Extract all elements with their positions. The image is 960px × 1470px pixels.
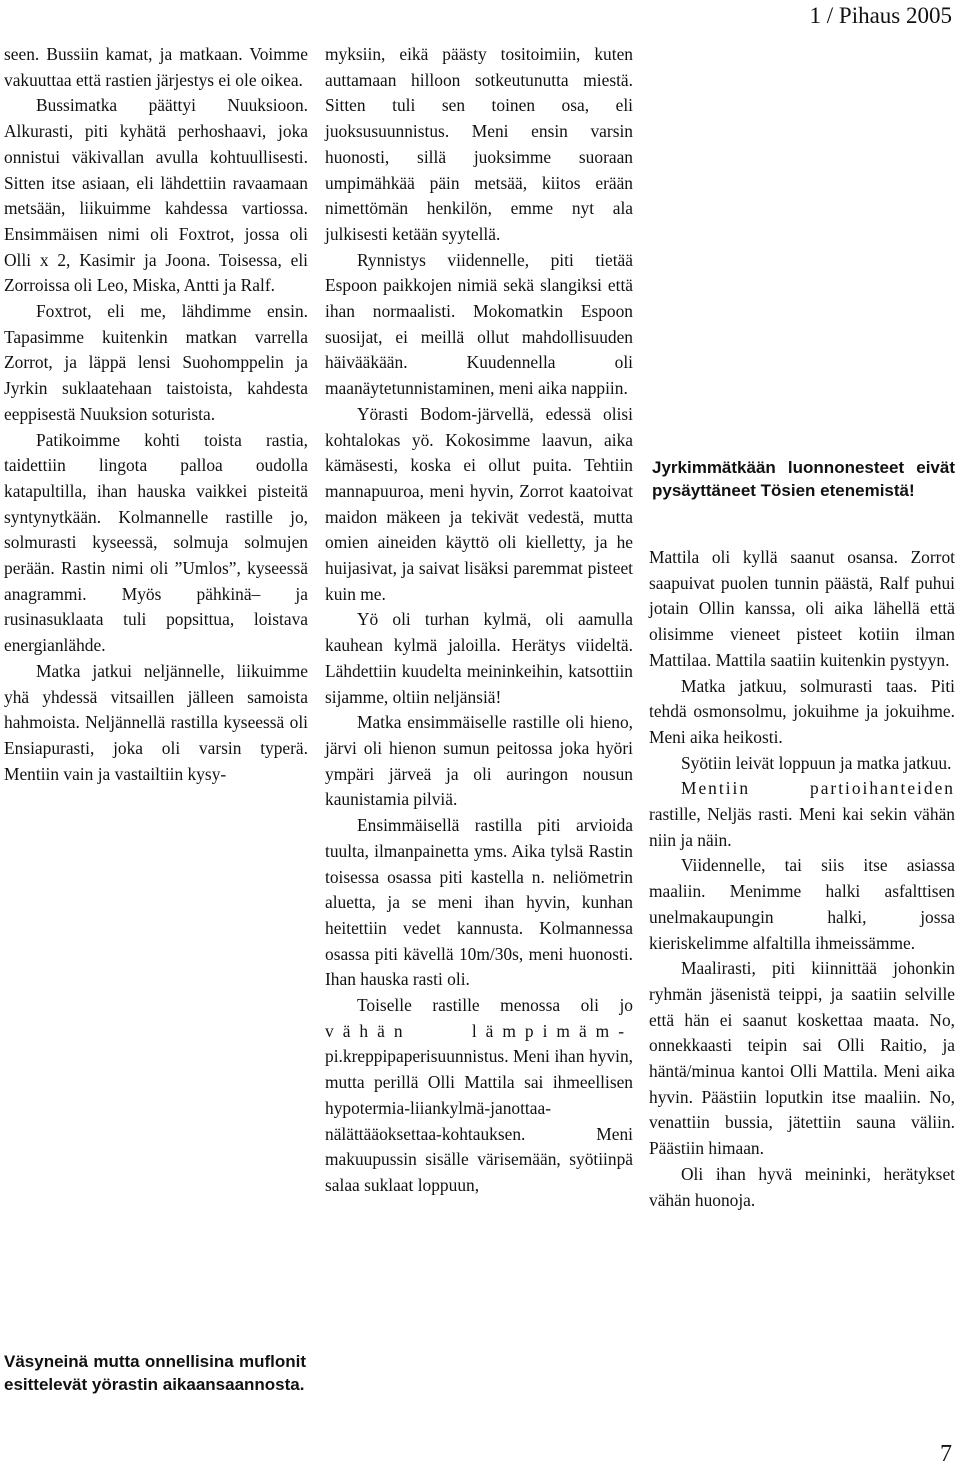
paragraph: Mattila oli kyllä saanut osansa. Zorrot saapuivat puolen tunnin päästä, Ralf puhui jotain Ollin kanssa, oli aika lähellä että olisimme vieneet pisteet kotiin ilman Mattilaa. Mattila saatiin kuitenkin pystyyn. (649, 547, 955, 670)
column-3 (649, 545, 955, 1213)
paragraph: Bussimatka päättyi Nuuksioon. Alkurasti, piti kyhätä perhoshaavi, joka onnistui väkivallan avulla kohtuullisesti. Sitten itse asiaan, eli lähdettiin ravaamaan metsään, liikuimme kahdessa vartiossa. Ensimmäisen nimi oli Foxtrot, jossa oli Olli x 2, Kasimir ja Joona. Toisessa, eli Zorroissa oli Leo, Miska, Antti ja Ralf. (4, 95, 308, 296)
paragraph: Oli ihan hyvä meininki, herätykset vähän huonoja. (649, 1163, 955, 1210)
photo-caption: Väsyneinä mutta onnellisina muflonit esittelevät yörastin aikaansaannosta. (4, 1352, 306, 1394)
paragraph: Matka jatkui neljännelle, liikuimme yhä yhdessä vitsaillen jälleen samoista hahmoista. Neljännellä rastilla kyseessä oli Ensiapurasti, joka oli varsin typerä. Mentiin vain ja vastailtiin kysy- (4, 660, 308, 784)
paragraph: Ensimmäisellä rastilla piti arvioida tuulta, ilmanpainetta yms. Aika tylsä Rastin toisessa osassa piti kastella n. neliömetrin aluetta, ja se meni ihan hyvin, kunhan heitettiin vedet kannusta. Kolmannessa osassa piti kävellä 10m/30s, meni huonosti. Ihan hauska rasti oli. (325, 815, 633, 990)
paragraph: myksiin, eikä päästy tositoimiin, kuten auttamaan hilloon sotkeutunutta miestä. Sitten tuli sen toinen osa, eli juoksusuunnistus. Meni ensin varsin huonosti, sillä juoksimme suoraan umpimähkää päin metsää, kiitos erään nimettömän henkilön, emme nyt ala julkisesti ketään syytellä. (325, 44, 633, 244)
paragraph: Yörasti Bodom-järvellä, edessä olisi kohtalokas yö. Kokosimme laavun, aika kämäsesti, koska ei ollut puita. Tehtiin mannapuuroa, meni hyvin, Zorrot kaatoivat maidon mäkeen ja tekivät vedestä, mutta omien aineiden käyttö oli kielletty, ja he huijasivat, ja saivat lisäksi paremmat pisteet kuin me. (325, 403, 633, 604)
paragraph-rest: rastille, Neljäs rasti. Meni kai sekin vähän niin ja näin. (649, 804, 955, 850)
paragraph (649, 776, 955, 853)
paragraph: Matka jatkuu, solmurasti taas. Piti tehdä osmonsolmu, jokuihme ja jokuihme. Meni aika heikosti. (649, 675, 955, 747)
paragraph: seen. Bussiin kamat, ja matkaan. Voimme vakuuttaa että rastien järjestys ei ole oikea. (4, 44, 308, 90)
paragraph: Rynnistys viidennelle, piti tietää Espoon paikkojen nimiä sekä slangiksi että ihan normaalisti. Mokomatkin Espoon suosijat, ei meillä ollut mahdollisuuden häivääkään. Kuudennella oli maanäytetunnistaminen, meni aika nappiin. (325, 249, 633, 399)
paragraph: Yö oli turhan kylmä, oli aamulla kauhean kylmä jaloilla. Herätys viideltä. Lähdettiin kuudelta meininkeihin, katsottiin sijamme, oltiin neljänsiä! (325, 609, 633, 707)
spaced-text: vähän lämpimäm- (325, 1020, 633, 1041)
paragraph: Maalirasti, piti kiinnittää johonkin ryhmän jäsenistä teippi, ja saatiin selville että hän ei saanut koskettaa maata. No, onnekkaasti teipin sai Olli Raitio, ja häntä/minua kantoi Olli Mattila. Meni aika hyvin. Päästiin loputkin itse maaliin. No, venattiin bussia, jätettiin sauna väliin. Päästiin himaan. (649, 958, 955, 1159)
paragraph: Syötiin leivät loppuun ja matka jatkuu. (681, 752, 952, 773)
spaced-text: Mentiin partioihanteiden (681, 778, 955, 799)
page-number: 7 (940, 1441, 952, 1467)
paragraph: Patikoimme kohti toista rastia, taidettiin lingota palloa oudolla katapultilla, ihan hauska vaikkei pisteitä syntynytkään. Kolmannelle rastille jo, solmurasti kyseessä, solmuja solmujen perään. Rastin nimi oli ”Umlos”, kyseessä anagrammi. Myös pähkinä– ja rusinasuklaata tuli popsittua, loistava energianlähde. (4, 429, 308, 656)
photo-caption: Jyrkimmätkään luonnonesteet eivät pysäyttäneet Tösien etenemistä! (652, 458, 955, 500)
issue-header: 1 / Pihaus 2005 (809, 3, 952, 28)
paragraph: Foxtrot, eli me, lähdimme ensin. Tapasimme kuitenkin matkan varrella Zorrot, ja läppä lensi Suohomppelin ja Jyrkin suklaatehaan taistoista, kahdesta eeppisestä Nuuksion soturista. (4, 301, 308, 424)
paragraph-end: pi.kreppipaperisuunnistus. Meni ihan hyvin, mutta perillä Olli Mattila sai ihmeellisen hypotermia-liiankylmä-janottaa-nälättääoksettaa-kohtauksen. Meni makuupussin sisälle värisemään, syötiinpä salaa suklaat loppuun, (325, 1046, 633, 1195)
paragraph (325, 993, 633, 1199)
column-2 (325, 42, 633, 1199)
paragraph-start: Toiselle rastille menossa oli jo (357, 995, 633, 1016)
paragraph: Viidennelle, tai siis itse asiassa maaliin. Menimme halki asfalttisen unelmakaupungin halki, jossa kieriskelimme alfaltilla ihmeissämme. (649, 855, 955, 953)
column-1 (4, 42, 308, 787)
paragraph: Matka ensimmäiselle rastille oli hieno, järvi oli hienon sumun peitossa joka hyöri ympäri järveä ja oli auringon nousun kaunistamia pilviä. (325, 712, 633, 810)
